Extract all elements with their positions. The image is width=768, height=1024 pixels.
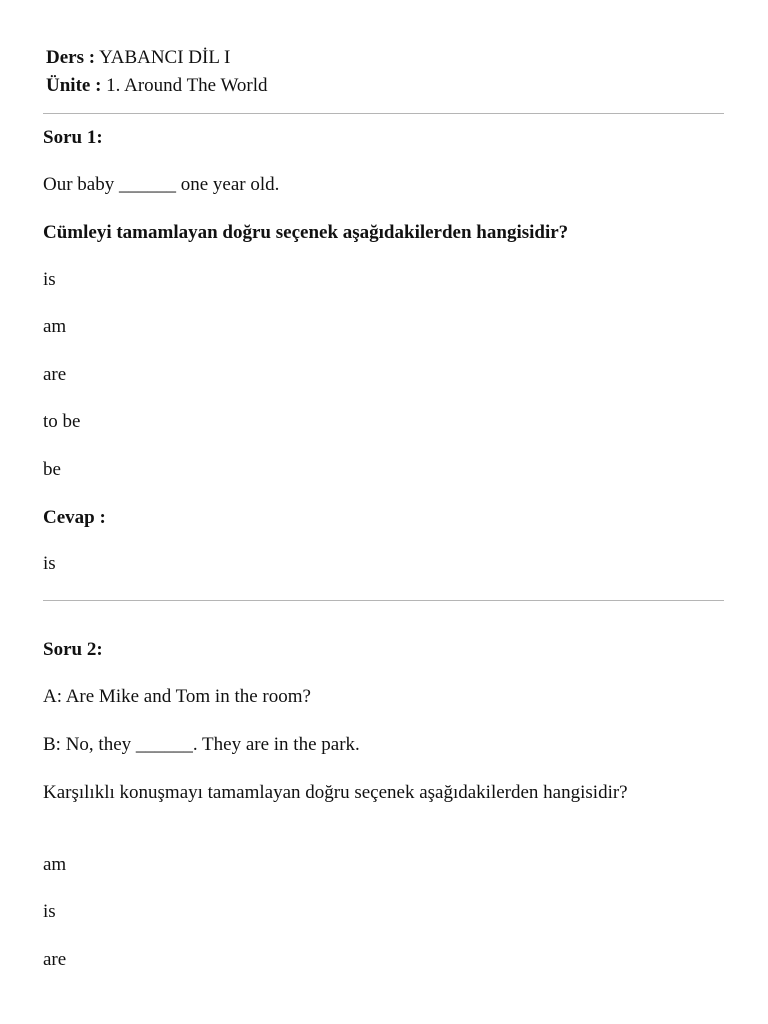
- question-1-option-c: are: [43, 364, 67, 385]
- course-value: YABANCI DİL I: [99, 47, 231, 68]
- question-divider: [43, 600, 724, 601]
- question-2-title: Soru 2:: [43, 639, 103, 660]
- question-1-title: Soru 1:: [43, 127, 103, 148]
- question-2-option-a: am: [43, 854, 67, 875]
- question-2-line-b: B: No, they ______. They are in the park.: [43, 734, 360, 755]
- course-label: Ders :: [46, 47, 96, 68]
- question-1-answer-label: Cevap :: [43, 507, 106, 528]
- unit-row: [46, 72, 268, 100]
- header-divider: [43, 113, 724, 114]
- question-1-prompt: Cümleyi tamamlayan doğru seçenek aşağıdakilerden hangisidir?: [43, 222, 569, 243]
- question-1-option-e: be: [43, 459, 61, 480]
- question-1-option-b: am: [43, 316, 67, 337]
- question-2-option-c: are: [43, 949, 67, 970]
- question-2-prompt: Karşılıklı konuşmayı tamamlayan doğru seçenek aşağıdakilerden hangisidir?: [43, 782, 628, 803]
- question-1-sentence: Our baby ______ one year old.: [43, 174, 280, 195]
- question-1-answer: is: [43, 553, 56, 574]
- unit-value: 1. Around The World: [106, 75, 268, 96]
- question-1-option-d: to be: [43, 411, 81, 432]
- question-1-option-a: is: [43, 269, 56, 290]
- question-2-line-a: A: Are Mike and Tom in the room?: [43, 686, 311, 707]
- question-2-option-b: is: [43, 901, 56, 922]
- document-header: [46, 44, 268, 100]
- unit-label: Ünite :: [46, 75, 102, 96]
- course-row: [46, 44, 268, 72]
